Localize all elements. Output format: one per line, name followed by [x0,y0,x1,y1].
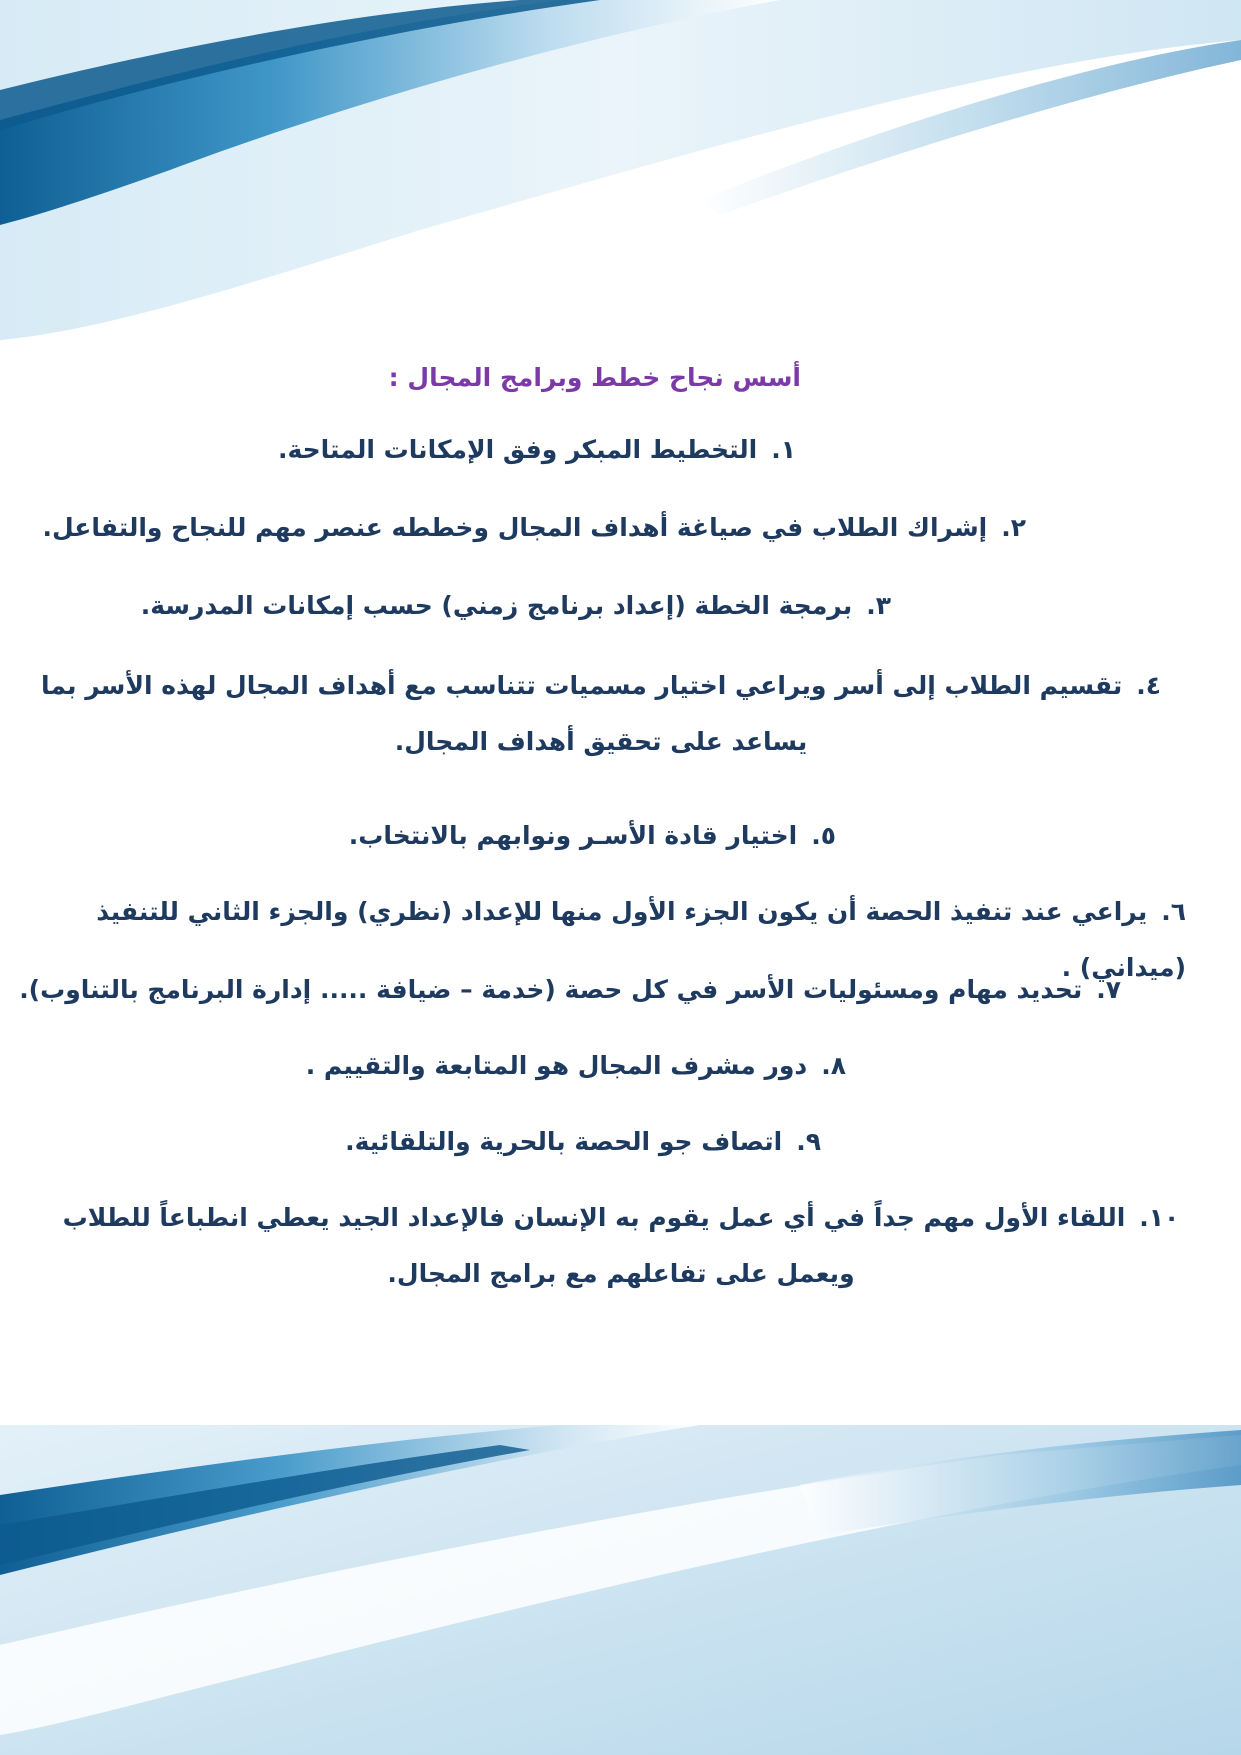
list-item-text: دور مشرف المجال هو المتابعة والتقييم . [305,1051,808,1080]
list-item-text: برمجة الخطة (إعداد برنامج زمني) حسب إمكانات المدرسة. [140,591,853,620]
list-number: ٥. [811,821,836,850]
list-number: ١٠. [1139,1203,1180,1232]
list-item-text: اللقاء الأول مهم جداً في أي عمل يقوم به الإنسان فالإعداد الجيد يعطي انطباعاً للطلاب ويعمل على تفاعلهم مع برامج المجال. [62,1203,1126,1288]
list-item [349,808,836,864]
list-item-text: تقسيم الطلاب إلى أسر ويراعي اختيار مسميات تتناسب مع أهداف المجال لهذه الأسر بما يساعد على تحقيق أهداف المجال. [40,671,1123,756]
list-item-text: التخطيط المبكر وفق الإمكانات المتاحة. [277,435,758,464]
list-item [345,1114,821,1170]
list-item [43,500,1027,556]
list-item [16,658,1186,770]
list-item-text: إشراك الطلاب في صياغة أهداف المجال وخططه عنصر مهم للنجاح والتفاعل. [42,513,988,542]
list-item [306,1038,846,1094]
list-item [41,1190,1201,1302]
list-number: ٦. [1161,897,1186,926]
list-number: ٤. [1136,671,1161,700]
list-item [19,962,1121,1018]
bottom-wave-decoration [0,1425,1241,1755]
list-number: ٧. [1096,975,1121,1004]
list-number: ٢. [1001,513,1026,542]
list-number: ٣. [866,591,891,620]
list-item-text: اتصاف جو الحصة بالحرية والتلقائية. [345,1127,783,1156]
list-item [278,422,796,478]
list-item [141,578,891,634]
list-number: ٩. [796,1127,821,1156]
page-title: أسس نجاح خطط وبرامج المجال : [388,363,801,392]
top-wave-decoration [0,0,1241,360]
list-number: ١. [771,435,796,464]
list-item-text: يراعي عند تنفيذ الحصة أن يكون الجزء الأول منها للإعداد (نظري) والجزء الثاني للتنفيذ (ميداني) . [96,897,1186,982]
list-item-text: اختيار قادة الأسـر ونوابهم بالانتخاب. [348,821,798,850]
list-number: ٨. [821,1051,846,1080]
list-item-text: تحديد مهام ومسئوليات الأسر في كل حصة (خدمة – ضيافة ..... إدارة البرنامج بالتناوب). [19,975,1083,1004]
